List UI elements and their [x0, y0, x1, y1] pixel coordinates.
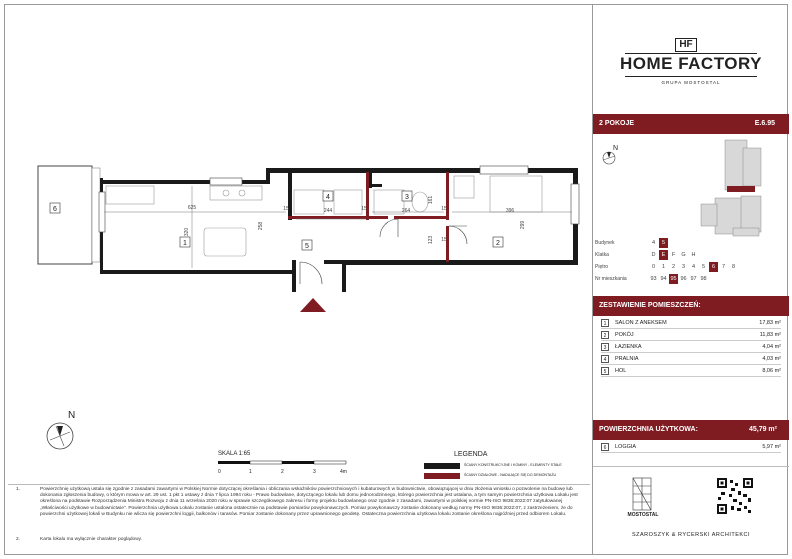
option-cell[interactable]: 4 — [691, 264, 696, 270]
room-row-area: 17,83 m² — [759, 320, 781, 326]
room-row-area: 11,83 m² — [759, 332, 781, 338]
dim-label: 625 — [187, 205, 197, 211]
room-number-living: 1 — [183, 240, 187, 247]
dim-label: 320 — [184, 227, 190, 237]
dim-label: 244 — [323, 208, 333, 214]
legend-item: ŚCIANY DZIAŁOWE - NADAJĄCE SIĘ DO DEMONTAŻU — [464, 473, 557, 477]
usable-area-value: 45,79 m² — [748, 426, 777, 433]
room-row-name: SALON Z ANEKSEM — [615, 320, 667, 326]
room-row-number: 2 — [601, 331, 609, 339]
room-row-area: 4,03 m² — [762, 356, 781, 362]
note-text: Powierzchnię użytkową ustala się zgodnie z zasadami zawartymi w Polskiej Normie dotyczącej określania i obliczania wskaźników powierzchniowych i kubaturowych w budownictwie, obowiązującej w dniu złożenia wniosku o pozwolenie na budowę lub dokonania zgłoszenia budowy, o którym mowa w art. 29 ust. 1 pkt 1 ustawy z dnia 7 lipca 1994 roku - Prawo budowlane, dotyczącego lokalu lub domu jednorodzinnego, którego powierzchnia jest ustalana, a tym samym powierzchnia użytkowa Lokalu jest określona na podstawie Rozporządzenia Ministra Rozwoju z dnia 11 września 2020 roku w sprawie szczegółowego zakresu i formy projektu budowlanego oraz zgodnie z zasadami, zawartymi w polskiej normie PN-ISO 9836:2022:07 zatytułowanej „Właściwości użytkowe w budownictwie". Powierzchnia użytkowa Lokalu zostanie ustalona ostatecznie na podstawie pomiarów powykonawczych. Pomiar powykonawczy zostanie dokonany według normy PN-ISO 9836:2022:07, z zastrzeżeniem, że do powierzchni użytkowej lokali w Budynku nie wlicza się powierzchni loggii, balkonów i tarasów. Pomiar zostanie dokonany przez uprawnionego geodetę. Ostateczna powierzchnia użytkowa lokalu zostanie określona najpóźniej przed odbiorem Lokalu. — [40, 487, 578, 517]
architects-name: SZAROSZYK & RYCERSKI ARCHITEKCI — [631, 532, 751, 538]
loggia-row — [601, 442, 781, 453]
brand-mark: HF — [675, 38, 697, 52]
brand-logo — [593, 4, 789, 108]
selector-pietro — [595, 262, 785, 272]
room-row-number: 1 — [601, 319, 609, 327]
usable-area-header — [593, 420, 789, 440]
dim-label: 264 — [401, 208, 411, 214]
selector-klatka — [595, 250, 785, 260]
scale-tick: 3 — [313, 469, 316, 475]
room-row-name: LOGGIA — [615, 444, 637, 450]
room-row — [601, 342, 781, 353]
dim-label: 15 — [441, 206, 447, 212]
option-cell-selected[interactable]: 95 — [670, 276, 677, 282]
legend-swatch-structural — [424, 463, 460, 469]
option-cell[interactable]: 2 — [671, 264, 676, 270]
option-cell[interactable]: 97 — [690, 276, 697, 282]
legend-item: ŚCIANY KONSTRUKCYJNE I KOMINY - ELEMENTY STAŁE — [464, 463, 562, 467]
unit-location-marker — [727, 186, 755, 192]
dim-label: 15 — [361, 206, 367, 212]
selector-label: Budynek — [595, 240, 615, 246]
summary-header — [593, 296, 789, 316]
room-number-laundry: 4 — [326, 194, 330, 201]
room-number-bedroom: 2 — [496, 240, 500, 247]
brand-name: HOME FACTORY — [619, 54, 762, 73]
room-row-area: 4,04 m² — [762, 344, 781, 350]
option-cell[interactable]: 94 — [660, 276, 667, 282]
compass-north-label: N — [68, 410, 76, 421]
room-number-loggia: 6 — [53, 206, 57, 213]
dim-label: 396 — [505, 208, 515, 214]
selector-mieszkanie — [595, 274, 785, 284]
option-cell-selected[interactable]: E — [659, 250, 668, 260]
selector-label: Piętro — [595, 264, 609, 270]
option-cell[interactable]: 7 — [721, 264, 726, 270]
room-row — [601, 330, 781, 341]
room-row — [601, 318, 781, 329]
small-compass-icon — [603, 145, 618, 164]
room-row-name: PRALNIA — [615, 356, 639, 362]
option-cell[interactable]: 96 — [680, 276, 687, 282]
room-row-area: 5,97 m² — [762, 444, 781, 450]
small-compass-north-label: N — [613, 145, 619, 152]
brand-sub: GRUPA MOSTOSTAL — [661, 80, 721, 85]
option-cell-selected[interactable]: 6 — [709, 262, 718, 272]
note-number: 2. — [16, 537, 21, 542]
room-row — [601, 366, 781, 377]
option-cell-selected[interactable]: 5 — [659, 238, 668, 248]
dim-label: 15 — [441, 237, 447, 243]
scale-tick: 2 — [281, 469, 284, 475]
scale-bar — [218, 451, 347, 475]
option-cell[interactable]: 5 — [701, 264, 706, 270]
room-row-number: 6 — [601, 443, 609, 451]
note-number: 1. — [16, 487, 21, 492]
option-cell[interactable]: G — [681, 252, 686, 258]
key-plan — [593, 128, 789, 238]
loggia-outline — [38, 166, 92, 264]
scale-tick: 1 — [249, 469, 252, 475]
option-cell[interactable]: 93 — [650, 276, 657, 282]
dim-label: 123 — [428, 235, 434, 245]
scale-tick: 4m — [340, 469, 347, 475]
room-row-name: POKÓJ — [615, 332, 634, 338]
legend-swatch-partition — [424, 473, 460, 479]
sidebar — [592, 4, 788, 555]
dim-label: 161 — [428, 195, 434, 205]
dim-label: 299 — [520, 220, 526, 230]
option-cell[interactable]: H — [691, 252, 696, 258]
dim-label: 258 — [258, 221, 264, 231]
room-row-name: HOL — [615, 368, 627, 374]
scale-tick: 0 — [218, 469, 221, 475]
compass-icon — [47, 410, 75, 449]
mostostal-logo-icon — [627, 474, 657, 512]
room-row-number: 5 — [601, 367, 609, 375]
usable-area-label: POWIERZCHNIA UŻYTKOWA: — [599, 426, 698, 433]
entrance-arrow-icon — [300, 298, 326, 312]
option-cell[interactable]: 3 — [681, 264, 686, 270]
room-number-bathroom: 3 — [405, 194, 409, 201]
room-number-hall: 5 — [305, 243, 309, 250]
legend-title: LEGENDA — [454, 451, 488, 458]
selector-label: Nr mieszkania — [595, 276, 627, 282]
selector-budynek — [595, 238, 785, 248]
selector-label: Klatka — [595, 252, 609, 258]
summary-title: ZESTAWIENIE POMIESZCZEŃ: — [599, 302, 701, 309]
note-text: Karta lokalu ma wyłącznie charakter poglądowy. — [40, 537, 143, 542]
option-cell[interactable]: F — [671, 252, 676, 258]
option-cell[interactable]: 98 — [700, 276, 707, 282]
option-cell[interactable]: 4 — [651, 240, 656, 246]
room-row-area: 8,06 m² — [762, 368, 781, 374]
option-cell[interactable]: 8 — [731, 264, 736, 270]
partner-name: MOSTOSTAL — [627, 512, 659, 518]
qr-code-icon[interactable] — [717, 478, 753, 514]
option-cell[interactable]: 0 — [651, 264, 656, 270]
room-row — [601, 354, 781, 365]
option-cell[interactable]: D — [651, 252, 656, 258]
dim-label: 15 — [283, 206, 289, 212]
unit-code: E.6.95 — [754, 120, 775, 127]
room-row-number: 3 — [601, 343, 609, 351]
option-cell[interactable]: 1 — [661, 264, 666, 270]
unit-rooms: 2 POKOJE — [599, 120, 635, 127]
scale-label: SKALA 1:65 — [218, 451, 251, 457]
room-row-name: ŁAZIENKA — [615, 344, 642, 350]
room-row-number: 4 — [601, 355, 609, 363]
structural-walls — [100, 168, 578, 292]
